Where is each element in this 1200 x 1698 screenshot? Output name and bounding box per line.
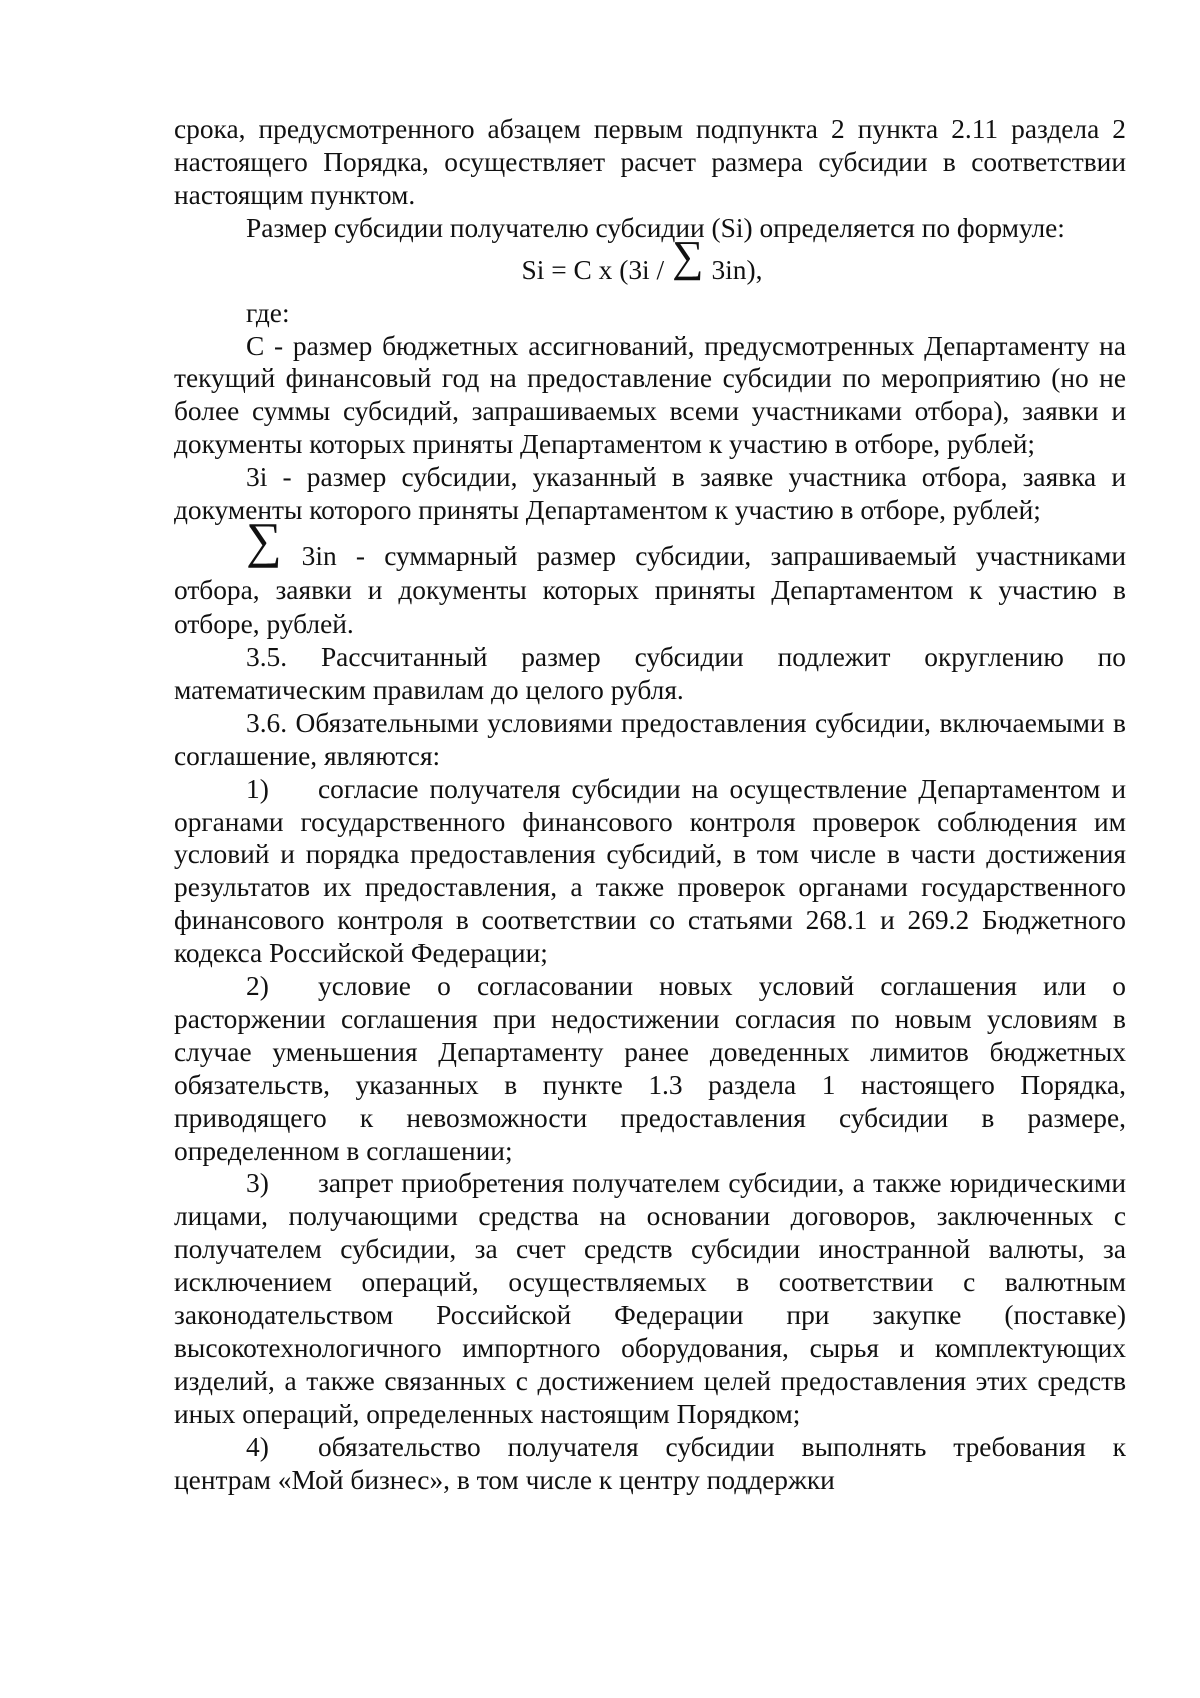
list-item-number: 4) [246,1431,269,1462]
list-item-number: 2) [246,971,269,1002]
list-item-text: обязательство получателя субсидии выполнять требования к центрам «Мой бизнес», в том числе к центру поддержки [174,1431,1126,1495]
sigma-symbol: ∑ [246,511,282,568]
paragraph-formula-intro: Размер субсидии получателю субсидии (Si) определяется по формуле: [246,212,1065,243]
list-item-number: 1) [246,773,269,804]
formula-left: Si = C x (3i / [521,254,665,285]
list-item [174,1431,1126,1497]
subsidy-formula [174,231,1126,288]
list-item-text: согласие получателя субсидии на осуществление Департаментом и органами государственного финансового контроля проверок соблюдения им условий и порядка предоставления субсидий, в том числе в части достижения результатов их предоставления, а также проверок органами государственного финансового контроля в соответствии со статьями 268.1 и 269.2 Бюджетного кодекса Российской Федерации; [174,773,1126,969]
definition-sum [174,511,1126,641]
list-item-number: 3) [246,1168,269,1199]
sigma-symbol: ∑ [672,231,704,281]
definition-sum-text: 3in - суммарный размер субсидии, запрашиваемый участниками отбора, заявки и документы которых приняты Департаментом к участию в отборе, рублей. [174,540,1126,639]
list-item [174,1167,1126,1430]
formula-right: 3in), [711,254,763,285]
paragraph-3-5: 3.5. Рассчитанный размер субсидии подлежит округлению по математическим правилам до целого рубля. [174,641,1126,705]
document-page [174,113,1126,1497]
list-item-text: запрет приобретения получателем субсидии, а также юридическими лицами, получающими средства на основании договоров, заключенных с получателем субсидии, за счет средств субсидии иностранной валюты, за исключением операций, осуществляемых в соответствии с валютным законодательством Российской Федерации при закупке (поставке) высокотехнологичного импортного оборудования, сырья и комплектующих изделий, а также связанных с достижением целей предоставления этих средств иных операций, определенных настоящим Порядком; [174,1168,1126,1429]
list-item [174,970,1126,1167]
where-label: где: [246,297,290,328]
paragraph-intro: срока, предусмотренного абзацем первым подпункта 2 пункта 2.11 раздела 2 настоящего Порядка, осуществляет расчет размера субсидии в соответствии настоящим пунктом. [174,114,1126,210]
list-item-text: условие о согласовании новых условий соглашения или о расторжении соглашения при недостижении согласия по новым условиям в случае уменьшения Департаменту ранее доведенных лимитов бюджетных обязательств, указанных в пункте 1.3 раздела 1 настоящего Порядка, приводящего к невозможности предоставления субсидии в размере, определенном в соглашении; [174,971,1126,1166]
paragraph-3-6: 3.6. Обязательными условиями предоставления субсидии, включаемыми в соглашение, являются: [174,707,1126,771]
definition-c: C - размер бюджетных ассигнований, предусмотренных Департаменту на текущий финансовый год на предоставление субсидии по мероприятию (но не более суммы субсидий, запрашиваемых всеми участниками отбора), заявки и документы которых приняты Департаментом к участию в отборе, рублей; [174,330,1126,460]
list-item [174,773,1126,970]
definition-3i: 3i - размер субсидии, указанный в заявке участника отбора, заявка и документы которого приняты Департаментом к участию в отборе, рублей; [174,462,1126,526]
